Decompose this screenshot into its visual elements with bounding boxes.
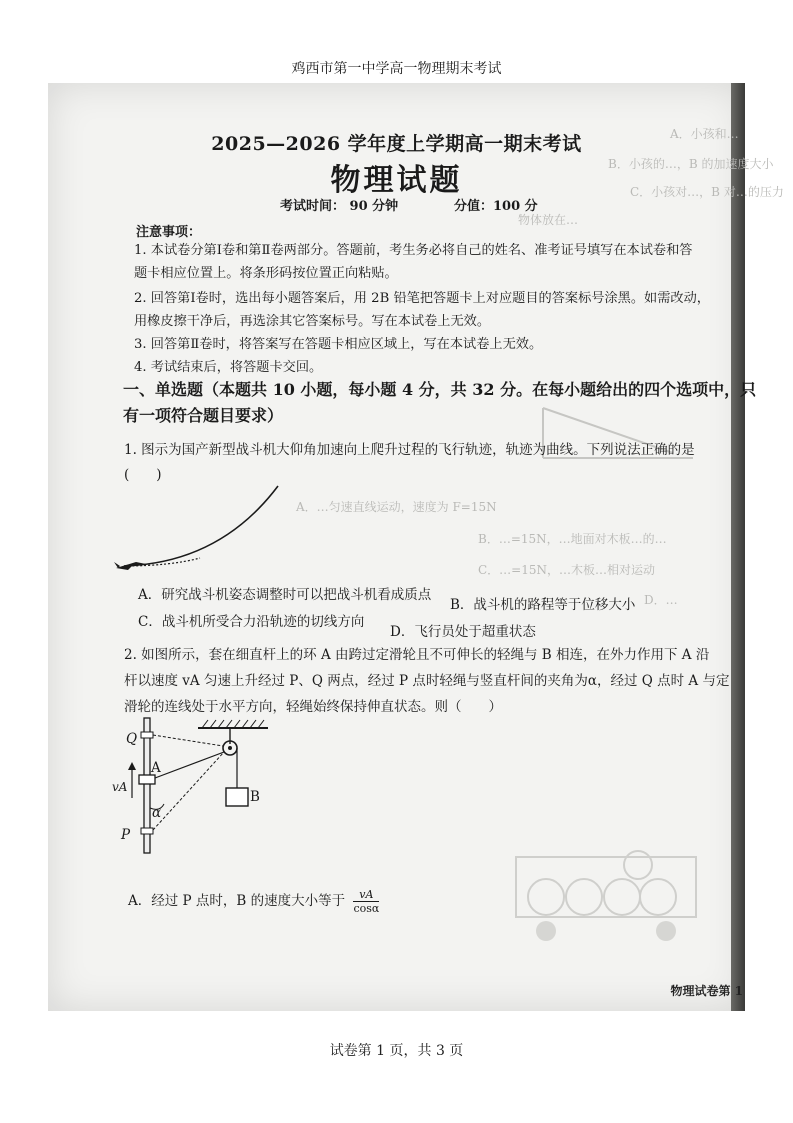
bleed-text: C．…=15N，…木板…相对运动 xyxy=(478,563,656,577)
bleed-text: A．…匀速直线运动，速度为 F=15N xyxy=(296,500,497,514)
q1-option-a: A．研究战斗机姿态调整时可以把战斗机看成质点 xyxy=(138,587,432,603)
notice-line: 3. 回答第Ⅱ卷时，将答案写在答题卡相应区域上，写在本试卷上无效。 xyxy=(134,337,543,352)
section-heading: 一、单选题（本题共 10 小题，每小题 4 分，共 32 分。在每小题给出的四个选项中，只 xyxy=(123,380,757,399)
fraction-numerator: vA xyxy=(353,888,379,902)
notice-line: 2. 回答第Ⅰ卷时，选出每小题答案后，用 2B 铅笔把答题卡上对应题目的答案标号涂黑。如需改动， xyxy=(134,291,710,306)
notice-line: 4. 考试结束后，将答题卡交回。 xyxy=(134,360,323,375)
exam-title-line: 2025—2026 学年度上学期高一期末考试 xyxy=(211,133,582,155)
q2-pulley-figure xyxy=(108,708,318,868)
exam-score: 分值：100 分 xyxy=(454,199,538,214)
photo-edge-shadow xyxy=(731,83,745,1011)
q1-answer-blank: ( ) xyxy=(124,467,162,483)
notice-line: 题卡相应位置上。将条形码按位置正向粘贴。 xyxy=(134,266,398,281)
q2-stem: 2. 如图所示，套在细直杆上的环 A 由跨过定滑轮且不可伸长的轻绳与 B 相连，在外力作用下 A 沿 xyxy=(124,647,710,663)
bleed-text: A．小孩和… xyxy=(670,127,739,141)
bleed-truck-diagram xyxy=(506,835,726,945)
notice-line: 用橡皮擦干净后，再选涂其它答案标号。写在本试卷上无效。 xyxy=(134,314,491,329)
q1-option-d: D．飞行员处于超重状态 xyxy=(390,624,536,640)
section-heading: 有一项符合题目要求） xyxy=(123,406,284,425)
bleed-text: B．小孩的…，B 的加速度大小 xyxy=(608,157,774,171)
notice-heading: 注意事项： xyxy=(136,225,202,240)
page-header: 鸡西市第一中学高一物理期末考试 xyxy=(291,61,502,77)
fig-label-q: Q xyxy=(126,731,138,747)
fig-label-alpha: α xyxy=(152,805,162,821)
exam-photo xyxy=(48,83,784,1011)
q2-stem: 杆以速度 vA 匀速上升经过 P、Q 两点，经过 P 点时轻绳与竖直杆间的夹角为α，经过 Q 点时 A 与定 xyxy=(124,673,730,689)
page-footer: 试卷第 1 页，共 3 页 xyxy=(329,1043,464,1059)
q2-stem: 滑轮的连线处于水平方向，轻绳始终保持伸直状态。则（ ） xyxy=(124,699,502,715)
fig-label-a: A xyxy=(151,760,161,776)
q1-option-c: C．战斗机所受合力沿轨迹的切线方向 xyxy=(138,614,365,630)
exam-time: 考试时间： 90 分钟 xyxy=(280,199,399,214)
fig-label-b: B xyxy=(250,789,260,805)
bleed-text: D．… xyxy=(644,593,678,607)
q1-stem: 1. 图示为国产新型战斗机大仰角加速向上爬升过程的飞行轨迹，轨迹为曲线。下列说法正确的是 xyxy=(124,442,695,458)
subject-title: 物理试题 xyxy=(330,163,463,198)
fraction-denominator: cosα xyxy=(353,902,380,915)
q2-fraction xyxy=(353,888,379,915)
q2-option-a-text: A．经过 P 点时，B 的速度大小等于 xyxy=(128,893,346,909)
photo-page-label: 物理试卷第 1 xyxy=(670,984,743,998)
fig-label-v: vA xyxy=(112,780,128,794)
q1-trajectory-figure xyxy=(110,478,290,578)
fig-label-p: P xyxy=(121,827,131,843)
bleed-text: 物体放在… xyxy=(518,213,579,227)
q1-option-b: B．战斗机的路程等于位移大小 xyxy=(450,597,636,613)
q2-option-a xyxy=(128,888,379,915)
bleed-text: B．…=15N，…地面对木板…的… xyxy=(478,532,667,546)
bleed-text: C．小孩对…，B 对…的压力 xyxy=(630,185,784,199)
notice-line: 1. 本试卷分第Ⅰ卷和第Ⅱ卷两部分。答题前，考生务必将自己的姓名、准考证号填写在本试卷和答 xyxy=(134,243,693,258)
